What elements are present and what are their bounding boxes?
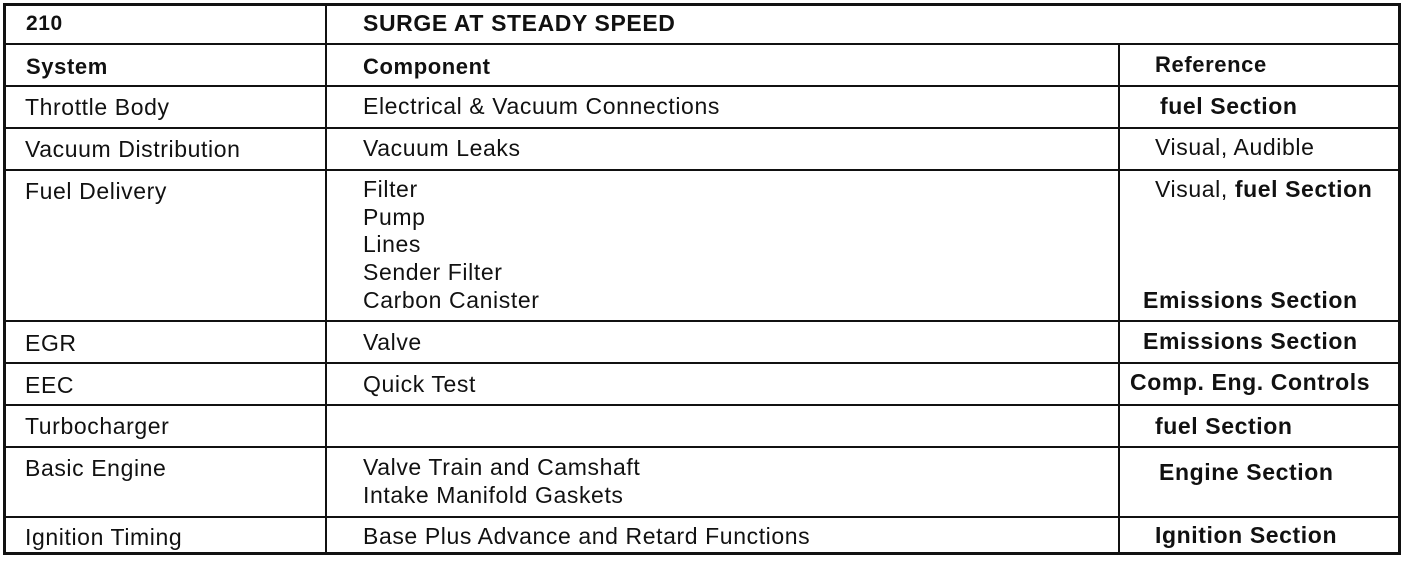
row-divider <box>3 127 1401 129</box>
row-divider <box>3 516 1401 518</box>
reference-cell: Visual, Audible <box>1155 134 1315 160</box>
component-cell: Filter <box>363 176 418 202</box>
column-divider-component <box>1118 44 1120 555</box>
component-cell: Pump <box>363 204 426 230</box>
row-divider <box>3 446 1401 448</box>
row-divider <box>3 169 1401 171</box>
row-divider <box>3 43 1401 45</box>
column-header-reference: Reference <box>1155 52 1267 77</box>
reference-plain-text: Visual, <box>1155 176 1228 202</box>
section-code: 210 <box>26 12 63 35</box>
system-cell: Vacuum Distribution <box>25 136 241 162</box>
reference-cell: Engine Section <box>1159 459 1334 485</box>
component-cell: Electrical & Vacuum Connections <box>363 93 720 119</box>
row-divider <box>3 404 1401 406</box>
system-cell: Basic Engine <box>25 455 167 481</box>
system-cell: Ignition Timing <box>25 524 183 550</box>
row-divider <box>3 320 1401 322</box>
component-cell: Lines <box>363 231 421 257</box>
component-cell: Sender Filter <box>363 259 503 285</box>
reference-cell: Ignition Section <box>1155 522 1338 548</box>
component-cell: Valve Train and Camshaft <box>363 454 641 480</box>
reference-cell: fuel Section <box>1160 93 1298 119</box>
reference-bold-text: fuel Section <box>1234 176 1373 202</box>
component-cell: Vacuum Leaks <box>363 135 521 161</box>
row-divider <box>3 85 1401 87</box>
component-cell: Carbon Canister <box>363 287 540 313</box>
section-title: SURGE AT STEADY SPEED <box>363 10 676 36</box>
component-cell: Intake Manifold Gaskets <box>363 482 624 508</box>
reference-cell <box>1155 176 1372 203</box>
system-cell: Turbocharger <box>25 413 170 439</box>
column-header-component: Component <box>363 54 491 79</box>
reference-cell: Emissions Section <box>1143 287 1358 313</box>
system-cell: EEC <box>25 372 75 398</box>
reference-cell: fuel Section <box>1155 413 1293 439</box>
row-divider <box>3 362 1401 364</box>
system-cell: Throttle Body <box>25 94 170 120</box>
component-cell: Quick Test <box>363 371 476 397</box>
component-cell: Valve <box>363 329 422 355</box>
reference-cell: Emissions Section <box>1143 328 1358 354</box>
system-cell: Fuel Delivery <box>25 178 168 204</box>
component-cell: Base Plus Advance and Retard Functions <box>363 523 811 549</box>
column-header-system: System <box>26 54 108 79</box>
system-cell: EGR <box>25 330 77 356</box>
reference-cell: Comp. Eng. Controls <box>1130 369 1371 395</box>
